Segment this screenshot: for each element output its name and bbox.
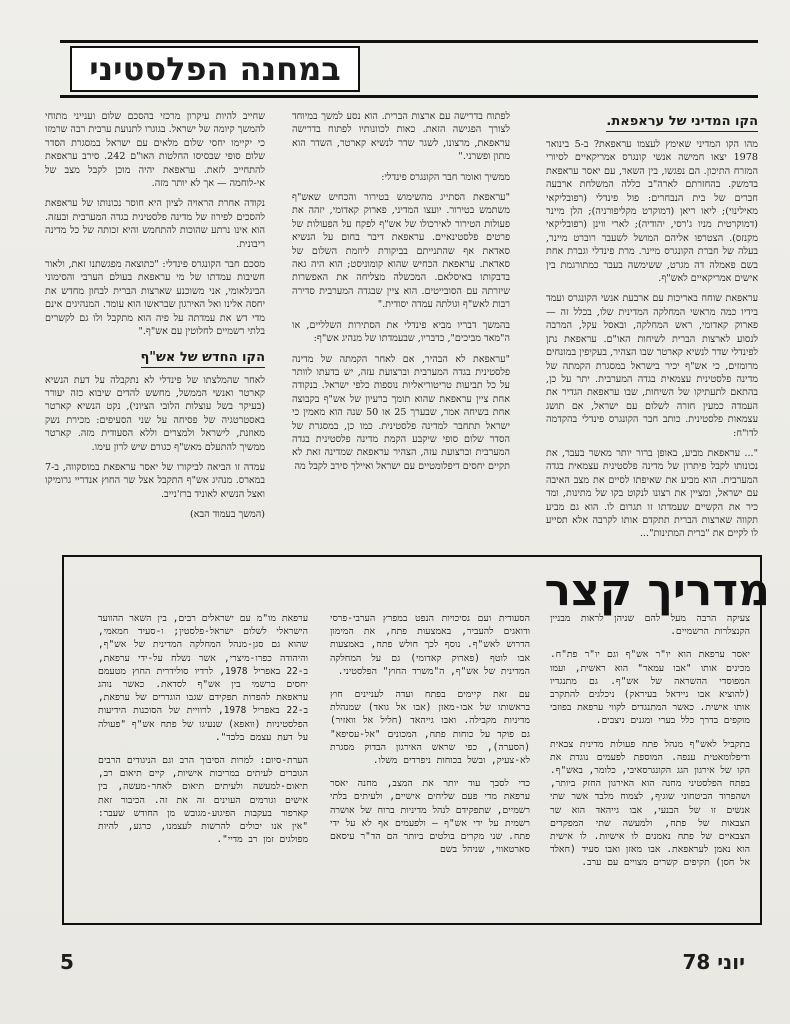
guide-column-middle — [330, 612, 530, 917]
issue-date: יוני 78 — [682, 950, 745, 974]
article-column-middle — [292, 110, 510, 550]
article-column-right — [546, 110, 758, 550]
guide-column-right — [550, 612, 750, 917]
section-heading-political-line: הקו המדיני של עראפאת. — [606, 114, 758, 132]
article-paragraph: לפתוח בדרישה עם ארצות הברית. הוא נסע למשך במיוחד לצורך הפגישה הזאת. כאות לכוונותיו לפתוח בדרישה עראפאת, מרצונו, לשגר שדר לנשיא קארטר, השדר הוא מתון ופשרני." — [292, 111, 510, 163]
article-paragraph: מסכם חבר הקונגרס פינדלי: "כתוצאה מפגשתנו זאת, ולאור חשיבות עמדתו של מי עראפאת בעולם הערבי והסימוני הבינלאומי, אני משוכנע שארצות הברית לבחון מחדש את יחסה אלינו ואל האירגון שבראשו הוא עומד. המנהיגים אינם מדי דש את עמדתה על פיה הוא מתקבל ולו גם לקשרים בלתי רשמיים לחלוטין עם אש"ף." — [45, 259, 265, 338]
guide-paragraph: הסעודית ועם נסיכויות הנפט במפרץ הערבי-פרסי ודואגים להעביר, באמצעות פתח, את המימון הדרוש לאש"ף. נוסף לכך חולש פתח, באמצעות אבו לוטף (פארוק קאדומי) גם על המחלקה המדינית של אש"ף, ה"משרד החוץ" הפלסטיני. — [330, 613, 530, 677]
article-paragraph: עמדה זו הביאה לביקורו של יאסר עראפאת במוסקווה, ב-7 במארס. מנהיג אש"ף התקבל אצל שר החוץ אנדריי גרומיקו ואצל הנשיא לאוניד ברז'נייב. — [45, 461, 265, 500]
guide-paragraph: צעיקה הרבה מעל להם שניהן לראות מבניין הקנצלרות הרשמיים. — [550, 613, 750, 638]
article-paragraph: בהמשך דבריו מביא פינדלי את הסתירות השלליים, או ה"מאד מביכים", כדבריו, שבעמדתו של מנהיג אש"ף: — [292, 319, 510, 345]
article-column-left — [45, 110, 265, 550]
article-paragraph: "... עראפאת מביע, באופן ברור יותר מאשר בעבר, את נכונותו לקבל פיתרון של מדינה פלסטינית עצמאית בגדה המערבית. הוא מביע את שאיפתו לסיים את מצב האיבה עם ישראל, ומציין את רצונו לנקוט בקו של מתינות, ומד כיר את הקשיים שעמדתו זו תגרום לו. הוא גם מביע תקווה שארצות הברית תתקדם אותו לקרבה אלא תסייע לו לקיים את "ברית המתינות"... — [546, 447, 758, 540]
guide-column-left — [98, 612, 308, 917]
guide-paragraph: כדי לסבך עוד יותר את המצב, מחנה יאסר ערפאת מדי פעם שליחים אישיים, ולעיתים בלתי רשמיים, שתפקידם לנהל מדיניות ברוח של אושרה רשמית על ידי אש"ף — ולפעמים אף לא על ידי פתח. שני מקרים בולטים ביותר הם הד"ר עיסאם סארטאווי, שניהל בשם — [330, 778, 530, 856]
section-heading-new-line: הקו החדש של אש"ף — [141, 350, 266, 368]
short-guide-title: מדריך קצר — [544, 565, 770, 616]
article-paragraph: מהו הקו המדיני שאימץ לעצמו עראפאת? ב-5 בינואר 1978 יצאו חמישה אנשי קונגרס אמריקאיים לסיורי המזרח התיכון. הם נפגשו, בין השאר, עם יאסר עראפאת בדמשק. בהחזרתם לארה"ב כללה המשלחת ארבעה חברים של בית הנבחרים: פול פינדלי (רפובליקאי מאילינוי); ליאו ריאן (דמוקרט מקליפורניה); הלן מיינר (דמוקרטית מניו ג'רסי, יהודיה); לארי ווינן (רפובליקאי מקנזס). הצטרפו אליהם המושל לשעבר רוברט מיינר, בעלה של חברת הקונגרס מיינר. מרת פינדלי וגברת אחת בשם פאמלה דה מגרט, ששימשה בעבר כמתורגמת בין אישים אמריקאיים לאש"ף. — [546, 139, 758, 285]
article-paragraph: עראפאת שוחח באריכות עם ארבעת אנשי הקונגרס ועמד בידיו כמה מראשי המחלקה המדינית שלו, בכלל זה — פארוק קאדומי, ראש המחלקה, ובאסל עקל, המרבה לנסוע לארצות הברית לשיחות האו"ם. עראפאת נתן לפינדלי שדר לנשיא קארטר שבו הצהיר, בעקיפין במונחים מרומזים, כי אש"ף יכיר בישראל במסגרת הקמתה של מדינה פלסטינית עצמאית בגדה המערבית. יתר על כן, בהתאם לתעתיקו של השיחות, שבו עראפאת הגדיר את העמדה כמעין חזרה לשלום עם ישראל, אם תושג עצמאות פלסטינית. כותב חבר הקונגרס פינדלי בהקדמה לדו"ח: — [546, 293, 758, 439]
guide-paragraph: בתקביל לאש"ף מנהל פתח פעולות מדינית צבאית ודיפלומאטית ענפה. המוספת לפעמים נוגדת את הקו של אירגון הגג הקונגרסאיבי, כלומר, באש"ף. בפתח הפלסטיני מחנה הוא האירגון החזק ביותר, ושהפרוד הביטחוני שוגיף, לצמוח מלבד אשר שתי אנשים זו של הבנעי, אבו גייהאד הוא שר הצבאות של פתח, ולמעשה שתי המפקדים הצבאיים של פתח נאמנים לו אישיות. לו אישית הוא נאמן לעראפאת. אבו מאזן ואבו סעיד (חאלד אל חסן) תקיפים קשרים מצויים עם ערב. — [550, 738, 750, 869]
guide-paragraph: יאסר ערפאת הוא יו"ר אש"ף וגם יו"ר פת"ח. מכינים אותו "אבו עמאר" הוא ראשית, ועמו המפוסדי ההשראה של אש"ף. גם מתנגדיו (להוציא אבו ניידאל בעיראק) ניכלגים להתקרב אותו אישית. כאשר המתנגדים לקווי ערפאת בפוזבי מוקפים בדרך כלל בערי ומגנים ניצבים. — [550, 649, 750, 727]
article-paragraph: לאחר שהמלצתו של פינדלי לא נתקבלה על דעת הנשיא קארטר ואנשי הממשל, מחשש להדים שיבוא כזה יעורר (בעיקר בשל עוצלות הלובי הציוני), נקט הנשיא קארטר באסטרטגיה של פסיחה על שני הסעיפים: מכירת נשק מאוזנת, לישראל ולמצרים וללא הסעודית מזה. קארטר ממשיך להתעלם מאש"ף כגורם שיש לרון עימו. — [45, 374, 265, 453]
guide-paragraph: עם זאת קיימים בפתח ועדה לעניינים חוץ בראשותו של אבו-מאזן (אבו אל גואד) שמנהלת מדיניות מקבילה. ואבו גייהאד (חליל אל וואזיר) גם פוקד על כוחות פתח, המכונים "אל-עסיפא" (הסערה), כפי שראש האירגון הבדוק מסגרת לא-צעיק, ובשל בכוחות ניפרדים משלו. — [330, 689, 530, 767]
article-paragraph: נקודה אחרת הראויה לציון היא חוסר נכונותו של עראפאת להסכים לפירוז של מדינה פלסטינית בגדה המערבית ובעזה. הוא אינו נרתע שהוכות להתחמש והיא זכותה של כל מדינה ריבונית. — [45, 198, 265, 250]
article-paragraph: שחייב להיות עיקרון מרכזי בהסכם שלום וענייני מתוחי להמשך קיומה של ישראל. בגוגרו לתנועת ערבית רבה שרמזו כי יקיימו יחסי שלום מלאים עם ישראל במסגרת הסדר שלום סופי שבסיסו החלטות האו"ם 242. סירב עראפאת להתחייב לזאת. עראפאת יהיה מוכן לקבל מצב של אי-לוחמה — אך לא יותר מזה. — [45, 111, 265, 190]
article-paragraph: "עראפאת לא הבהיר, אם לאחר הקמתה של מדינה פלסטינית בגדה המערבית וברצועת עזה, יש בדעתו לוותר על כל תביעות טריטוריאליות נוספות כלפי ישראל. בנקודה אחת ציין עראפאת שהוא תומך ברעיון של אש"ף בקבוצה אחת בשיחה אמר, שבערך 25 או 50 שנה הוא מאמין כי ישראל תתחבר למדינה פלסטינית. כמו כן, במסגרת של הסדר שלום סופי שיקבע הקמת מדינה פלסטינית בגדה המערבית וברצועת עזה, הצהיר עראפאת שמדינה זאת לא תקיים יחסים דיפלומטיים עם ישראל ואיילך סירב לקבל מה — [292, 353, 510, 472]
guide-paragraph: הערת-סיום: למרות הסיבוך הרב וגם הניגודים הרבים הגוברים לעיתים במריבות אישיות, קיים תיאום רב, תיאום-למעשה ולעיתים תיאום לאחר-מעשה, בין אישים וגורמים העוינים זה את זה. הכיבור זאת קארפור בעקבות הפיגוע-מגובש מן החודש שעבר: "אין אנו יכולים להרשות לעצמנו, כרגע, להיות מפולגים זמן רב מדיי". — [98, 755, 308, 846]
article-paragraph: ממשיך ואומר חבר הקונגרס פינדלי: — [381, 171, 510, 183]
guide-paragraph: ערפאת מו"מ עם ישראלים רבים, בין השאר ההוועד הישראלי לשלום ישראל-פלסטין; ו-סעיד חמאמי, שהוא גם סגן-מנהל המחלקה המדינית של אש"ף, והיהודה כפרו-מיצרי, אשר נשלח על-ידי ערפאת, ב-22 באפריל 1978, לרדיו סולידרית החוץ מטעמם יחסים ברשמי בין אש"ף לסדאת. כאשר נוהג עראפאת להפרות תפקידם שגבו הוגדרים של ערפאת, ב-22 באפריל 1978, לרוויית של הסוכנות הידיעות הפלסטיניות (וואפא) שנעיגו של פתח אש"ף "פעולה על דעת עצמם בלבד". — [98, 613, 308, 743]
continued-note: (המשך בעמוד הבא) — [189, 509, 265, 521]
page-number: 5 — [60, 950, 74, 974]
article-paragraph: "עראפאת הסתייג מהשימוש בטירור והכחיש שאש"ף משתמש בטירור. יועצו המדיני, פארוק קאדומי, יזהה את פעולות הטירור לאירכולו של אש"ף לפקח על הפעולות של פרטים פלסטינאיים. עראפאת דיבר בחום על הנשיא סאדאת אף שהתנייתם בביקורת ליוזמת השלום של סאדאת. עראפאת הכחיש שהוא קומוניסט; הוא היה גאה בדבקותו באיסלאם. המכשלה מצליחה את האפשרות שיזרתה עם הסובייטים. הוא ציין שבגדה המערבית סדירה רבות לאש"ף וגולתה עמדה יסודית." — [292, 192, 510, 311]
page-title: במחנה הפלסטיני — [70, 46, 360, 92]
